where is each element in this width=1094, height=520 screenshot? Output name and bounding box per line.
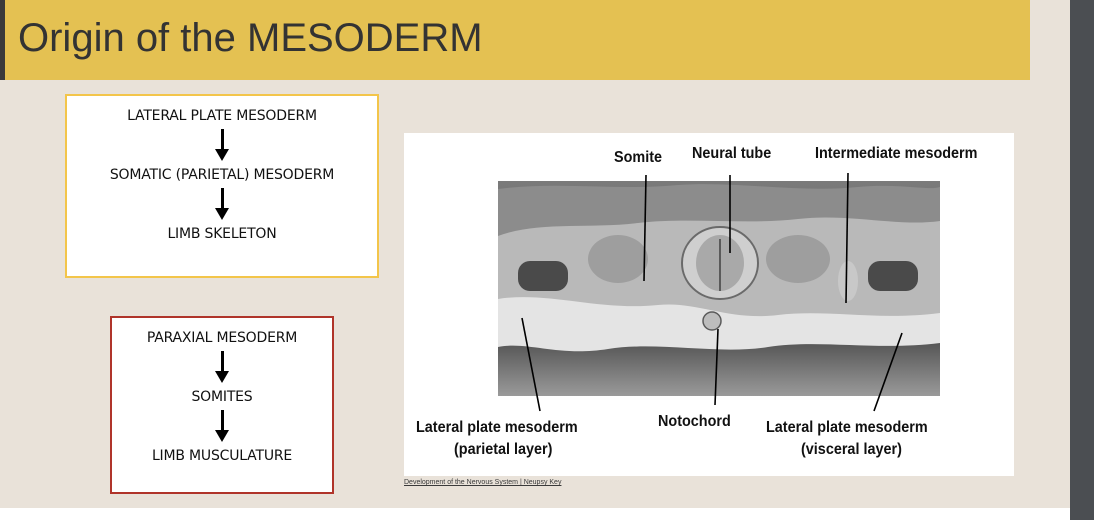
down-arrow-icon [221, 188, 224, 220]
label-notochord: Notochord [658, 413, 731, 430]
label-visceral-layer: (visceral layer) [801, 441, 902, 458]
label-parietal-layer: (parietal layer) [454, 441, 553, 458]
embryo-cross-section-figure [404, 133, 1014, 476]
source-credit-link[interactable]: Development of the Nervous System | Neupsy Key [404, 479, 562, 486]
flow-step-limb-musculature: LIMB MUSCULATURE [151, 448, 293, 464]
title-accent [0, 0, 5, 80]
flow-step-somites: SOMITES [191, 389, 253, 405]
flow-step-lateral-plate: LATERAL PLATE MESODERM [127, 108, 317, 124]
bottom-strip [0, 508, 1070, 520]
lateral-plate-flow-box [65, 94, 379, 278]
title-bar [0, 0, 1030, 80]
label-lateral-plate-parietal: Lateral plate mesoderm [416, 419, 578, 436]
label-intermediate-mesoderm: Intermediate mesoderm [815, 145, 978, 162]
flow-step-paraxial: PARAXIAL MESODERM [146, 330, 298, 346]
down-arrow-icon [221, 351, 224, 383]
right-scroll-rail [1070, 0, 1094, 520]
down-arrow-icon [221, 129, 224, 161]
label-neural-tube: Neural tube [692, 145, 772, 162]
label-somite: Somite [614, 149, 663, 166]
flow-step-limb-skeleton: LIMB SKELETON [167, 226, 277, 242]
down-arrow-icon [221, 410, 224, 442]
slide-title: Origin of the MESODERM [18, 16, 483, 60]
paraxial-flow-box [110, 316, 334, 494]
label-lateral-plate-visceral: Lateral plate mesoderm [766, 419, 928, 436]
flow-step-somatic: SOMATIC (PARIETAL) MESODERM [109, 167, 335, 183]
